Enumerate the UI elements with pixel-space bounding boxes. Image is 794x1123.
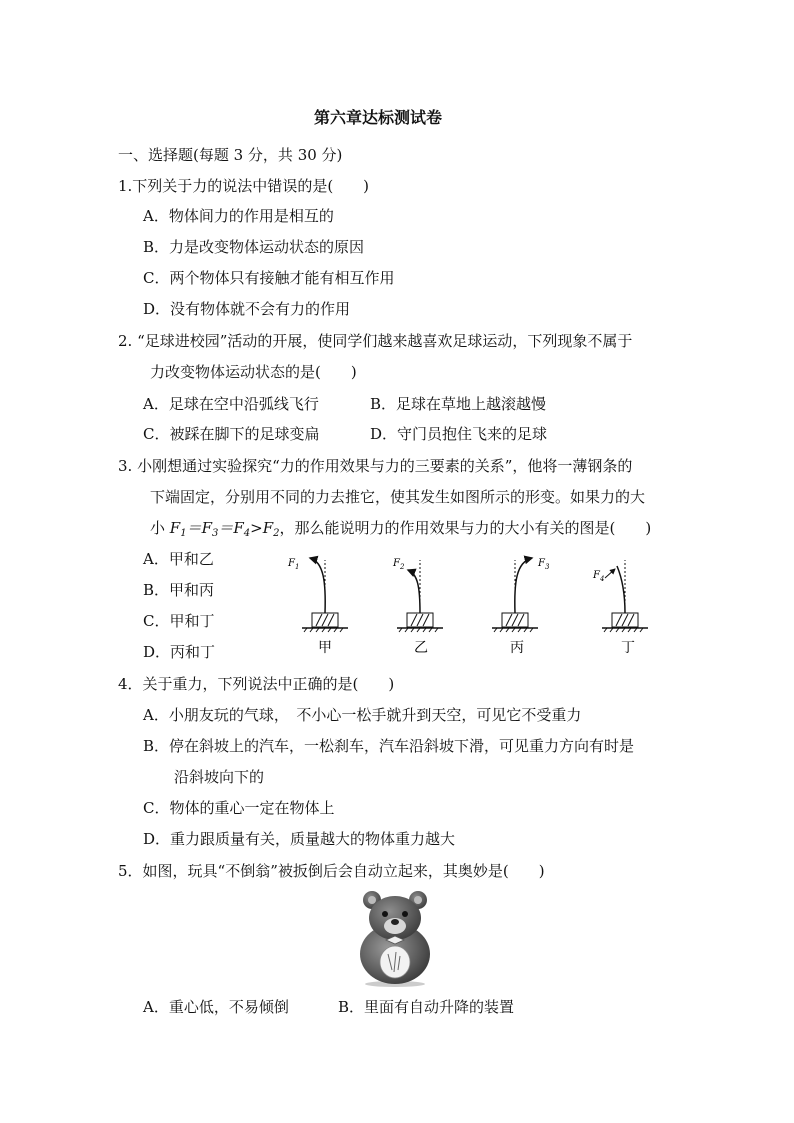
q2-option-b: B．足球在草地上越滚越慢: [370, 395, 547, 413]
page-title: 第六章达标测试卷: [314, 108, 443, 127]
q2-option-a: A．足球在空中沿弧线飞行: [143, 395, 319, 413]
figure-panel-jia: [287, 558, 348, 656]
force-label-f1: $F_1$: [288, 558, 300, 571]
q1-option-a: A．物体间力的作用是相互的: [143, 207, 334, 225]
q4-option-b-line2: 沿斜坡向下的: [174, 768, 265, 786]
q3-option-a: A．甲和乙: [143, 550, 214, 568]
q1-option-b: B．力是改变物体运动状态的原因: [143, 238, 365, 256]
force-label-f4: $F_4$: [593, 570, 605, 583]
q2-stem-line1: 2. “足球进校园”活动的开展，使同学们越来越喜欢足球运动，下列现象不属于: [118, 332, 633, 350]
q4-option-a: A．小朋友玩的气球， 不小心一松手就升到天空，可见它不受重力: [143, 706, 582, 724]
panel-label-yi: 乙: [414, 640, 428, 656]
panel-label-ding: 丁: [621, 640, 635, 656]
q3-stem-suffix: ，那么能说明力的作用效果与力的大小有关的图是( ): [279, 519, 652, 537]
q5-stem: 5．如图，玩具“不倒翁”被扳倒后会自动立起来，其奥妙是( ): [118, 862, 545, 880]
force-label-f3: $F_3$: [538, 558, 550, 571]
q3-force-relation: $F_1=F_3=F_4>F_2$: [169, 519, 280, 539]
q5-option-b: B．里面有自动升降的装置: [338, 998, 515, 1016]
q4-option-b-line1: B．停在斜坡上的汽车，一松刹车，汽车沿斜坡下滑，可见重力方向有时是: [143, 737, 635, 755]
figure-panel-yi: [392, 558, 443, 656]
figure-panel-ding: [592, 560, 648, 656]
q4-option-d: D．重力跟质量有关，质量越大的物体重力越大: [143, 830, 456, 848]
q1-option-d: D．没有物体就不会有力的作用: [143, 300, 351, 318]
figure-panel-bing: [492, 558, 550, 656]
q4-option-c: C．物体的重心一定在物体上: [143, 799, 335, 817]
q5-option-a: A．重心低，不易倾倒: [143, 998, 289, 1016]
q2-stem-line2: 力改变物体运动状态的是( ): [150, 363, 357, 381]
q2-option-d: D．守门员抱住飞来的足球: [370, 425, 548, 443]
q3-figure-steel-strips: [280, 548, 660, 660]
q3-option-c: C．甲和丁: [143, 612, 215, 630]
q4-stem: 4．关于重力，下列说法中正确的是( ): [118, 675, 395, 693]
panel-label-bing: 丙: [510, 640, 524, 656]
section-heading: 一、选择题(每题 3 分，共 30 分): [118, 146, 343, 164]
q2-option-c: C．被踩在脚下的足球变扁: [143, 425, 320, 443]
q3-option-b: B．甲和丙: [143, 581, 215, 599]
panel-label-jia: 甲: [318, 640, 332, 656]
q3-stem-line1: 3. 小刚想通过实验探究“力的作用效果与力的三要素的关系”，他将一薄钢条的: [118, 457, 633, 475]
q3-option-d: D．丙和丁: [143, 643, 216, 661]
force-label-f2: $F_2$: [393, 558, 405, 571]
q3-stem-line3: [150, 518, 651, 544]
q1-option-c: C．两个物体只有接触才能有相互作用: [143, 269, 395, 287]
q1-stem: 1.下列关于力的说法中错误的是( ): [118, 177, 370, 195]
q3-stem-line2: 下端固定，分别用不同的力去推它，使其发生如图所示的形变。如果力的大: [150, 488, 646, 506]
q3-stem-prefix: 小: [150, 519, 170, 537]
tumbler-toy-image: [352, 888, 438, 988]
